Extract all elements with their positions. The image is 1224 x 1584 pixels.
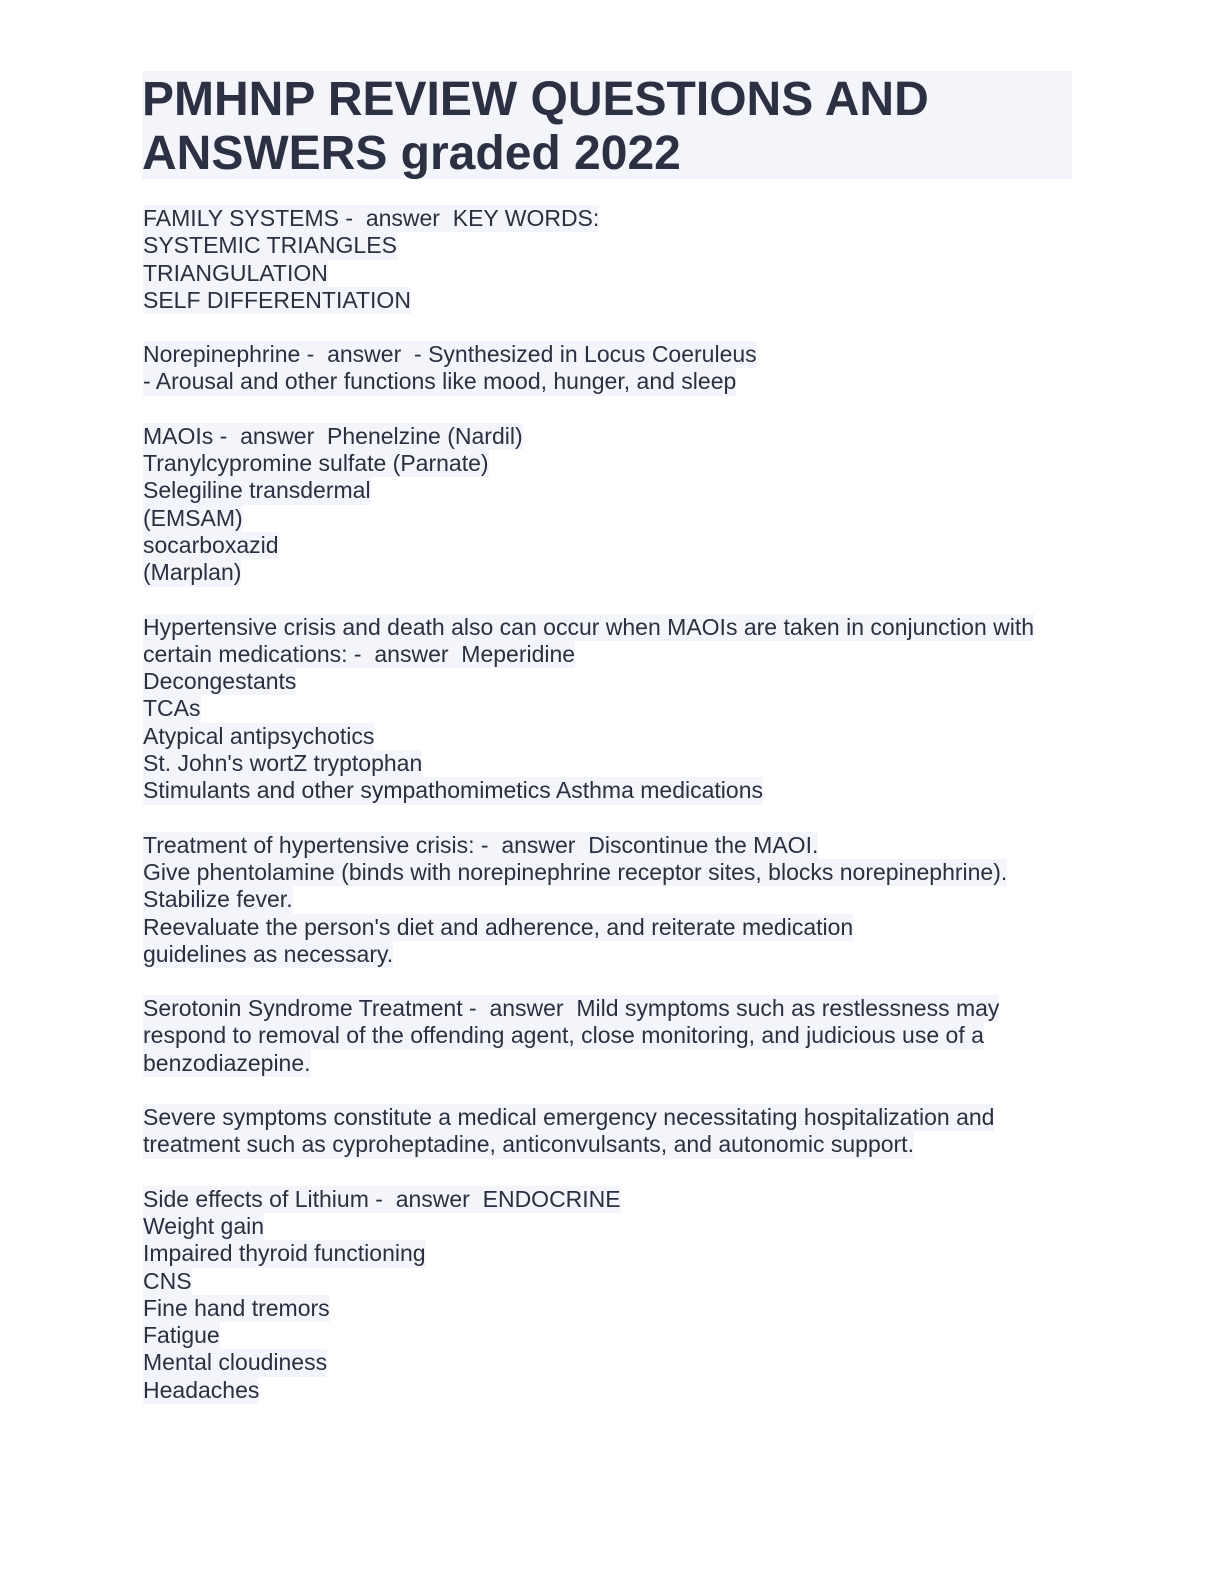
qa-line: Stimulants and other sympathomimetics Asthma medications bbox=[143, 777, 763, 804]
qa-line: socarboxazid bbox=[143, 531, 279, 558]
qa-block bbox=[143, 205, 1073, 314]
qa-line: Fatigue bbox=[143, 1322, 220, 1349]
qa-line: Tranylcypromine sulfate (Parnate) bbox=[143, 450, 489, 477]
qa-line: - Arousal and other functions like mood, hunger, and sleep bbox=[143, 368, 737, 395]
title-line: PMHNP REVIEW QUESTIONS AND bbox=[142, 73, 929, 126]
qa-line: (Marplan) bbox=[143, 559, 242, 586]
document-title bbox=[142, 71, 1072, 179]
qa-line: Side effects of Lithium - answer ENDOCRINE bbox=[143, 1185, 621, 1212]
qa-line: benzodiazepine. bbox=[143, 1049, 311, 1076]
qa-list bbox=[143, 205, 1073, 1404]
qa-line: SELF DIFFERENTIATION bbox=[143, 286, 411, 313]
qa-line: treatment such as cyproheptadine, anticonvulsants, and autonomic support. bbox=[143, 1131, 914, 1158]
qa-block bbox=[143, 614, 1073, 805]
qa-line: Serotonin Syndrome Treatment - answer Mild symptoms such as restlessness may bbox=[143, 995, 1000, 1022]
qa-block bbox=[143, 832, 1073, 968]
qa-line: Impaired thyroid functioning bbox=[143, 1240, 426, 1267]
qa-line: CNS bbox=[143, 1267, 192, 1294]
qa-line: Hypertensive crisis and death also can occur when MAOIs are taken in conjunction with bbox=[143, 613, 1035, 640]
qa-line: (EMSAM) bbox=[143, 504, 243, 531]
qa-line: Severe symptoms constitute a medical emergency necessitating hospitalization and bbox=[143, 1104, 995, 1131]
qa-line: Fine hand tremors bbox=[143, 1294, 330, 1321]
qa-line: MAOIs - answer Phenelzine (Nardil) bbox=[143, 422, 523, 449]
qa-line: TRIANGULATION bbox=[143, 259, 328, 286]
qa-line: Selegiline transdermal bbox=[143, 477, 371, 504]
qa-block bbox=[143, 1186, 1073, 1404]
qa-line: Decongestants bbox=[143, 668, 297, 695]
qa-line: SYSTEMIC TRIANGLES bbox=[143, 232, 397, 259]
qa-line: Mental cloudiness bbox=[143, 1349, 328, 1376]
qa-line: Stabilize fever. bbox=[143, 886, 293, 913]
qa-line: St. John's wortZ tryptophan bbox=[143, 750, 423, 777]
document-page bbox=[143, 71, 1073, 1431]
title-line: ANSWERS graded 2022 bbox=[142, 127, 681, 180]
qa-line: Treatment of hypertensive crisis: - answer Discontinue the MAOI. bbox=[143, 831, 819, 858]
qa-line: respond to removal of the offending agent, close monitoring, and judicious use of a bbox=[143, 1022, 984, 1049]
qa-block bbox=[143, 423, 1073, 587]
qa-block bbox=[143, 341, 1073, 396]
qa-line: Atypical antipsychotics bbox=[143, 722, 375, 749]
qa-line: Give phentolamine (binds with norepinephrine receptor sites, blocks norepinephrine). bbox=[143, 858, 1008, 885]
qa-line: Reevaluate the person's diet and adherence, and reiterate medication bbox=[143, 913, 854, 940]
qa-line: TCAs bbox=[143, 695, 201, 722]
qa-line: certain medications: - answer Meperidine bbox=[143, 640, 576, 667]
qa-line: Weight gain bbox=[143, 1212, 265, 1239]
qa-line: Norepinephrine - answer - Synthesized in Locus Coeruleus bbox=[143, 341, 757, 368]
qa-line: FAMILY SYSTEMS - answer KEY WORDS: bbox=[143, 205, 600, 231]
qa-block bbox=[143, 995, 1073, 1077]
qa-line: guidelines as necessary. bbox=[143, 940, 394, 967]
qa-block bbox=[143, 1104, 1073, 1159]
qa-line: Headaches bbox=[143, 1376, 260, 1403]
